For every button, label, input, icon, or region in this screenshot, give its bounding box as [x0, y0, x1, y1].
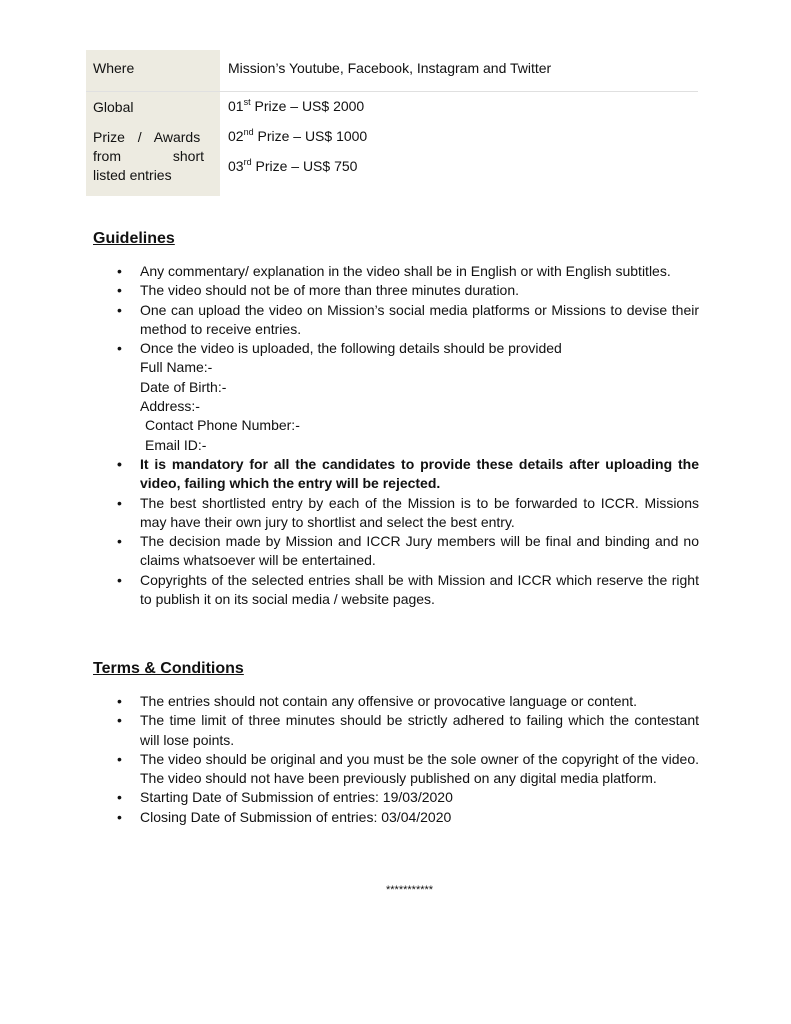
- list-item-text: It is mandatory for all the candidates to provide these details after uploading the video, failing which the entry will be rejected.: [140, 455, 699, 492]
- list-item: [117, 750, 699, 789]
- bullet-icon: •: [117, 340, 122, 357]
- details-fields: [140, 358, 699, 454]
- list-item-text: The video should be original and you must be the sole owner of the copyright of the video. The video should not have been previously published on any digital media platform.: [140, 750, 699, 787]
- bullet-icon: •: [117, 712, 122, 729]
- list-item-text: The video should not be of more than three minutes duration.: [140, 282, 520, 299]
- terms-list: [117, 692, 699, 827]
- list-item: [117, 262, 699, 281]
- prize-rank-suffix: st: [243, 97, 251, 107]
- prize-label: [93, 98, 216, 185]
- list-item: [117, 494, 699, 533]
- label-where: Where: [93, 60, 135, 76]
- table-label-cell: [86, 50, 220, 92]
- list-item: [117, 532, 699, 571]
- end-marker: ***********: [386, 884, 434, 896]
- prize-rank: 01: [228, 98, 244, 114]
- list-item: [117, 301, 699, 340]
- list-item-text: The entries should not contain any offensive or provocative language or content.: [140, 693, 638, 709]
- table-row-prizes: [86, 92, 698, 197]
- prize-rank-suffix: rd: [243, 157, 252, 167]
- bullet-icon: •: [117, 282, 122, 299]
- prize-item: [228, 157, 698, 187]
- guidelines-heading: Guidelines: [93, 230, 175, 247]
- list-item: [117, 808, 699, 827]
- bullet-icon: •: [117, 750, 122, 767]
- bullet-icon: •: [117, 263, 122, 279]
- detail-field: Address:-: [140, 398, 200, 415]
- list-item: [117, 455, 699, 494]
- list-item: [117, 339, 699, 455]
- bullet-icon: •: [117, 301, 122, 318]
- list-item-text: Closing Date of Submission of entries: 03/04/2020: [140, 808, 452, 825]
- prize-text: Prize – US$ 1000: [253, 128, 368, 144]
- table-label-cell: [86, 92, 220, 197]
- bullet-icon: •: [117, 455, 122, 472]
- list-item-text: Starting Date of Submission of entries: 19/03/2020: [140, 789, 453, 806]
- table-value-cell: [220, 92, 698, 197]
- bullet-icon: •: [117, 533, 122, 550]
- prize-text: Prize – US$ 750: [251, 158, 358, 174]
- table-value-cell: [220, 50, 698, 92]
- detail-field: Full Name:-: [140, 359, 213, 376]
- prize-item: [228, 97, 698, 127]
- detail-field: Contact Phone Number:-: [145, 417, 300, 434]
- detail-field: Email ID:-: [145, 436, 207, 453]
- list-item-text: Copyrights of the selected entries shall be with Mission and ICCR which reserve the right to publish it on its social media / website pages.: [140, 571, 699, 608]
- list-item-text: The time limit of three minutes should be strictly adhered to failing which the contestant will lose points.: [140, 712, 699, 748]
- list-item: [117, 571, 699, 610]
- list-item: [117, 711, 699, 750]
- bullet-icon: •: [117, 808, 122, 825]
- list-item-text: The decision made by Mission and ICCR Jury members will be final and binding and no claims whatsoever will be entertained.: [140, 533, 699, 569]
- prize-rank-suffix: nd: [243, 127, 254, 137]
- list-item: [117, 788, 699, 807]
- list-item: [117, 692, 699, 711]
- info-table: [86, 50, 698, 196]
- label-line: Prize / Awards: [93, 129, 201, 145]
- list-item-text: Once the video is uploaded, the following details should be provided: [140, 340, 562, 357]
- list-item-text: One can upload the video on Mission’s social media platforms or Missions to devise their method to receive entries.: [140, 301, 699, 337]
- prize-rank: 03: [228, 158, 244, 174]
- table-row-where: [86, 50, 698, 92]
- label-line: listed entries: [93, 167, 172, 183]
- bullet-icon: •: [117, 494, 122, 511]
- bullet-icon: •: [117, 693, 122, 709]
- list-item-text: Any commentary/ explanation in the video shall be in English or with English subtitles.: [140, 263, 671, 279]
- prize-list: [228, 97, 698, 187]
- prize-item: [228, 127, 698, 157]
- label-line: Global: [93, 99, 134, 115]
- label-line: from short: [93, 148, 205, 164]
- bullet-icon: •: [117, 789, 122, 806]
- prize-text: Prize – US$ 2000: [250, 98, 365, 114]
- list-item-text: The best shortlisted entry by each of the Mission is to be forwarded to ICCR. Missions may have their own jury to shortlist and select the best entry.: [140, 494, 699, 530]
- prize-rank: 02: [228, 128, 244, 144]
- guidelines-list: [117, 262, 699, 609]
- list-item: [117, 281, 699, 300]
- terms-heading: Terms & Conditions: [93, 660, 244, 677]
- value-where: Mission’s Youtube, Facebook, Instagram and Twitter: [228, 60, 552, 76]
- detail-field: Date of Birth:-: [140, 378, 227, 395]
- bullet-icon: •: [117, 571, 122, 588]
